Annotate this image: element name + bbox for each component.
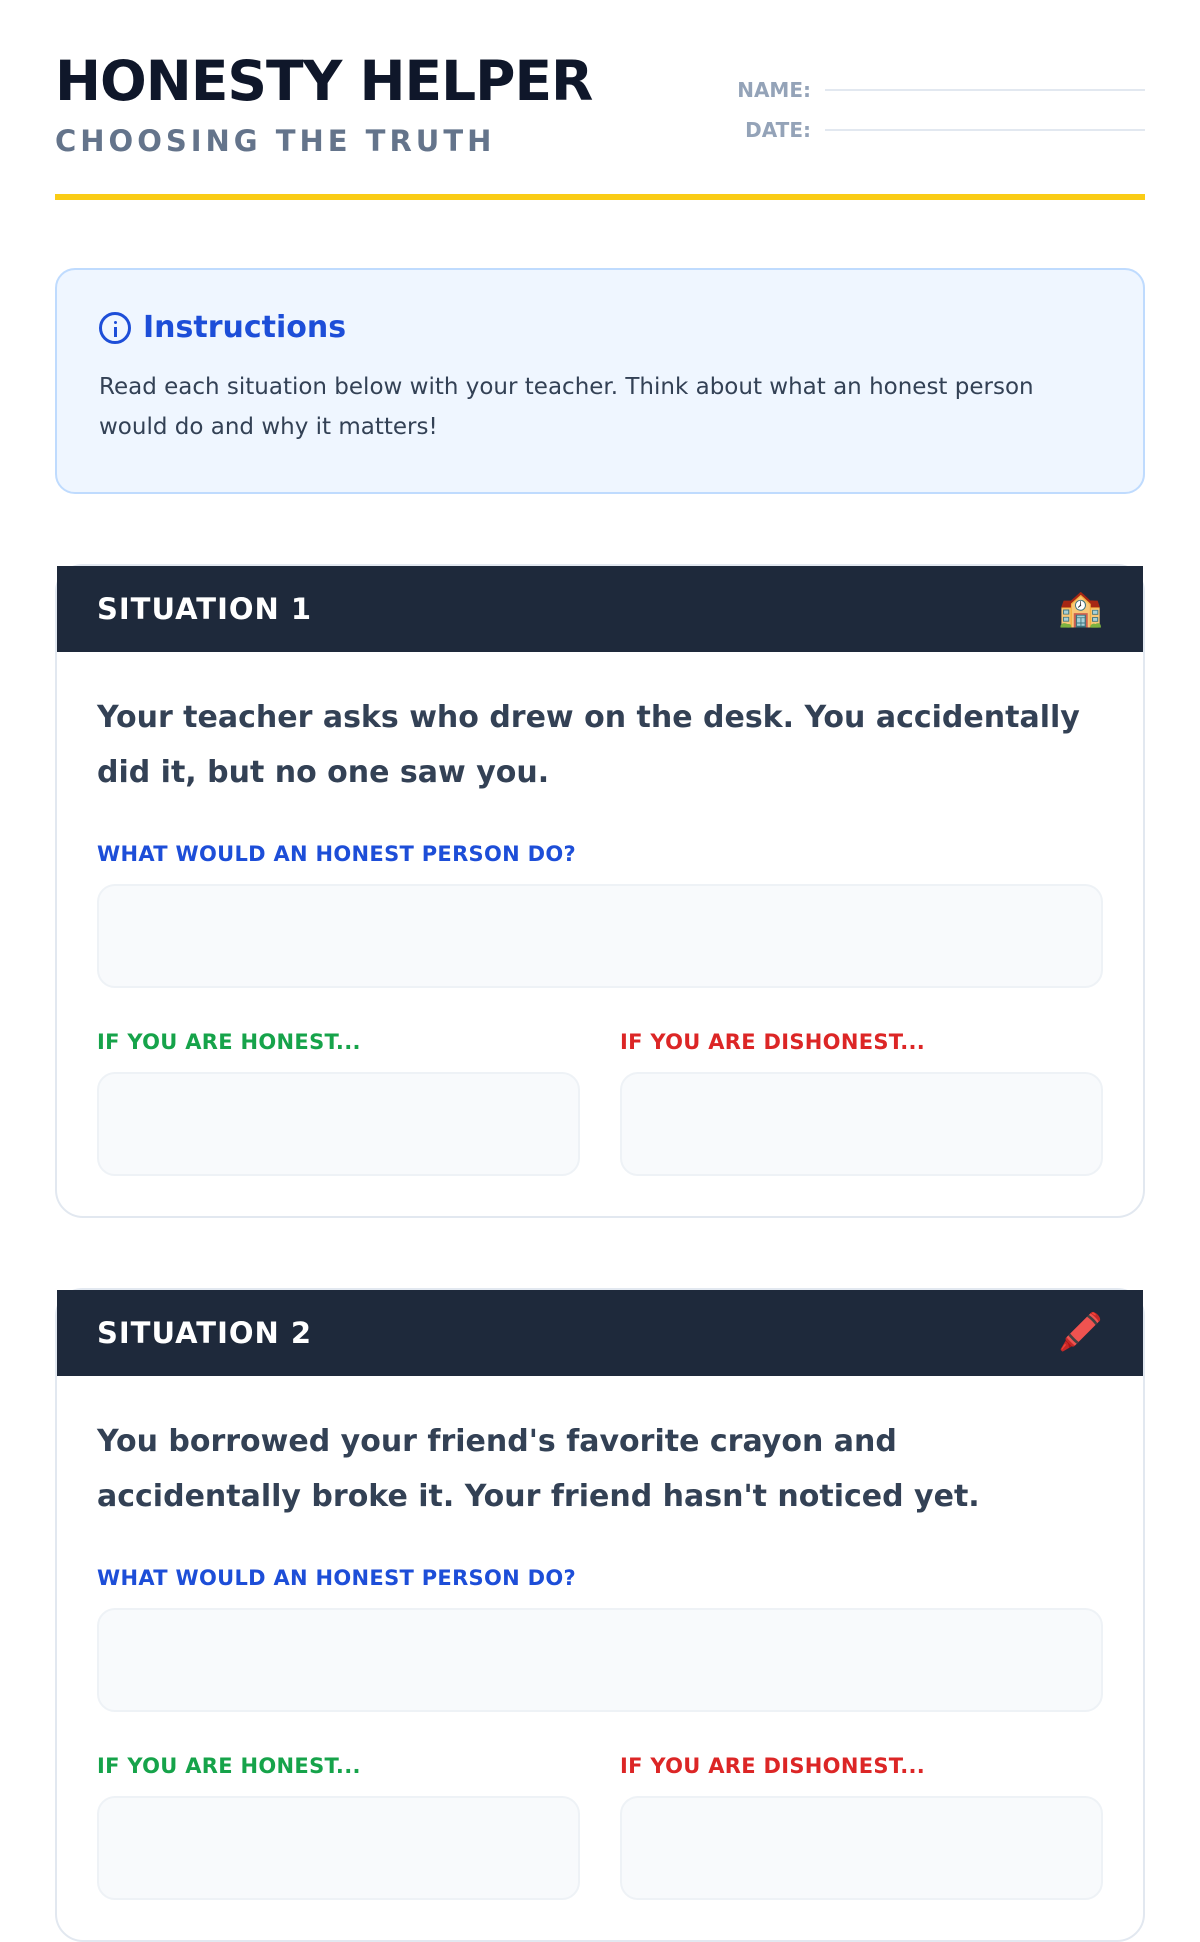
dishonest-consequence-box[interactable]: [620, 1072, 1103, 1176]
dishonest-consequence-box[interactable]: [620, 1796, 1103, 1900]
situation-header: [57, 1290, 1143, 1376]
dishonest-label: IF YOU ARE DISHONEST...: [620, 1030, 926, 1054]
instructions-title: Instructions: [143, 310, 347, 345]
date-label: DATE:: [745, 118, 811, 142]
page-subtitle: CHOOSING THE TRUTH: [55, 124, 496, 158]
instructions-box: [55, 268, 1145, 494]
honest-answer-box[interactable]: [97, 884, 1103, 988]
honest-label: IF YOU ARE HONEST...: [97, 1030, 361, 1054]
situation-header: [57, 566, 1143, 652]
honest-question-label: WHAT WOULD AN HONEST PERSON DO?: [97, 1566, 576, 1590]
name-label: NAME:: [737, 78, 811, 102]
crayon-icon: 🖍️: [1058, 1312, 1103, 1353]
dishonest-column: [620, 1030, 1103, 1176]
situation-body: [57, 652, 1143, 1216]
name-line[interactable]: [825, 89, 1145, 91]
situation-body: [57, 1376, 1143, 1940]
situation-text: Your teacher asks who drew on the desk. You accidentally did it, but no one saw you.: [97, 700, 1080, 790]
name-field[interactable]: [735, 78, 1145, 102]
date-line[interactable]: [825, 129, 1145, 131]
page-title: HONESTY HELPER: [55, 49, 593, 113]
situation-card: [55, 1288, 1145, 1942]
info-icon: [99, 312, 131, 344]
school-icon: 🏫: [1058, 588, 1103, 629]
situation-title: SITUATION 2: [97, 1316, 313, 1350]
situation-title: SITUATION 1: [97, 592, 313, 626]
situation-text: You borrowed your friend's favorite crayon and accidentally broke it. Your friend hasn't noticed yet.: [97, 1424, 980, 1514]
honest-consequence-box[interactable]: [97, 1796, 580, 1900]
worksheet-header: [55, 0, 1145, 200]
instructions-text: Read each situation below with your teacher. Think about what an honest person would do and why it matters!: [99, 374, 1034, 440]
date-field[interactable]: [735, 118, 1145, 142]
dishonest-column: [620, 1754, 1103, 1900]
consequence-columns: [97, 1030, 1103, 1176]
honest-answer-box[interactable]: [97, 1608, 1103, 1712]
honest-column: [97, 1030, 580, 1176]
dishonest-label: IF YOU ARE DISHONEST...: [620, 1754, 926, 1778]
situation-card: [55, 564, 1145, 1218]
honest-label: IF YOU ARE HONEST...: [97, 1754, 361, 1778]
honest-question-label: WHAT WOULD AN HONEST PERSON DO?: [97, 842, 576, 866]
consequence-columns: [97, 1754, 1103, 1900]
instructions-heading: [99, 310, 1103, 345]
honest-consequence-box[interactable]: [97, 1072, 580, 1176]
honest-column: [97, 1754, 580, 1900]
header-divider: [55, 194, 1145, 200]
